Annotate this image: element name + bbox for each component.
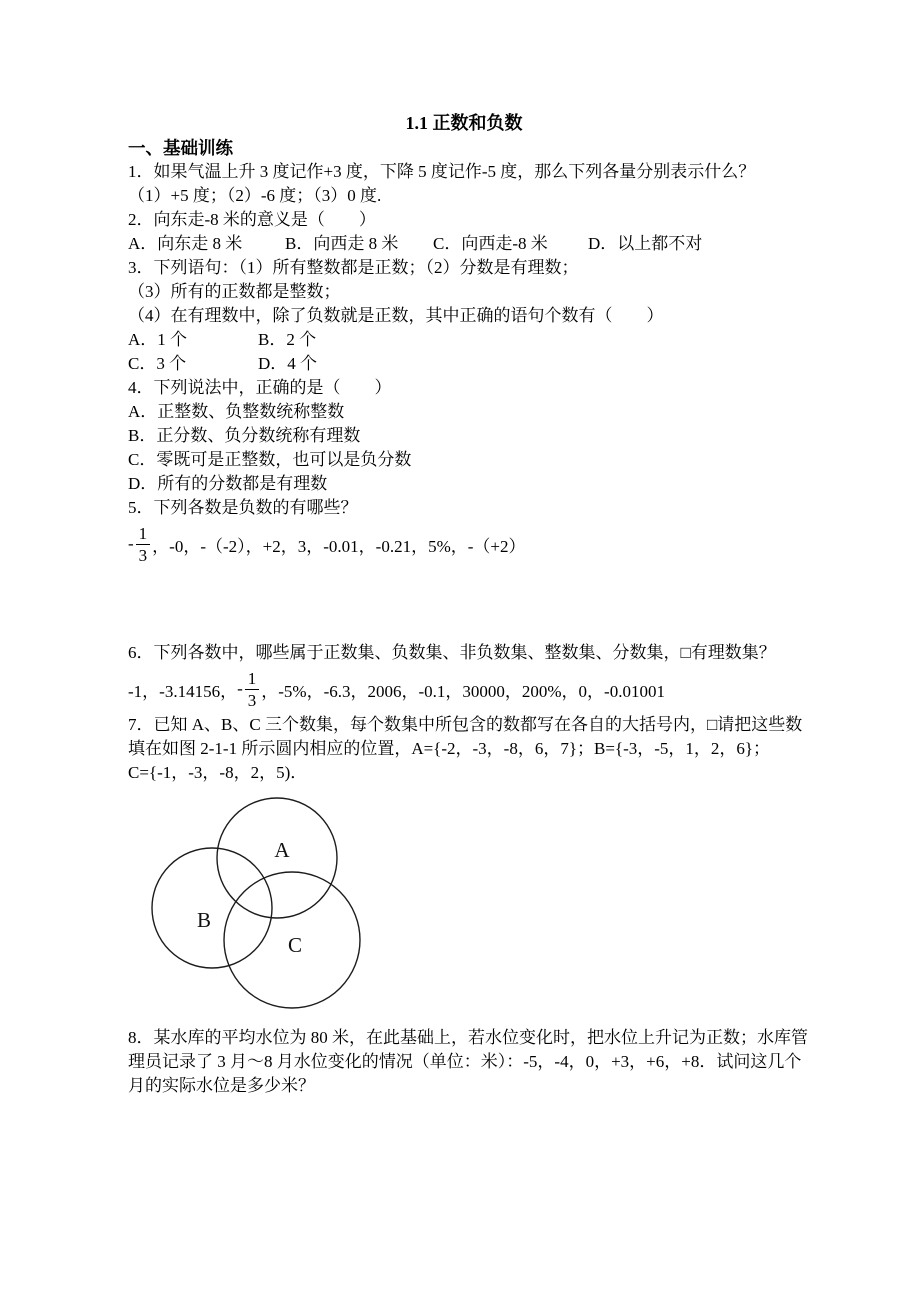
q3-options-row1	[128, 328, 800, 352]
venn-label-c: C	[287, 933, 303, 957]
fraction-numerator: 1	[245, 668, 260, 690]
q8-text-line2: 理员记录了 3 月～8 月水位变化的情况（单位：米）：-5，-4，0，+3，+6，+8．试问这几个	[128, 1052, 802, 1071]
q5-text: 5．下列各数是负数的有哪些？	[128, 498, 358, 517]
q4-text: 4．下列说法中，正确的是（ ）	[128, 378, 392, 397]
q8-text-line3: 月的实际水位是多少米？	[128, 1076, 315, 1095]
q5-numbers: ，-0，-（-2），+2，3，-0.01，-0.21，5%，-（+2）	[152, 536, 526, 556]
q7-text-line3: C={-1，-3，-8，2，5)．	[128, 763, 308, 782]
q3-statement-4: （4）在有理数中，除了负数就是正数，其中正确的语句个数有（ ）	[128, 306, 664, 325]
q6-text: 6．下列各数中，哪些属于正数集、负数集、非负数集、整数集、分数集，□有理数集？	[128, 643, 776, 662]
venn-label-b: B	[196, 908, 212, 932]
q3-text: 3．下列语句：（1）所有整数都是正数；（2）分数是有理数；	[128, 258, 579, 277]
q3-option-d: D．4 个	[258, 354, 318, 373]
q2-option-b: B．向西走 8 米	[285, 234, 399, 253]
q7-text-line1: 7．已知 A、B、C 三个数集，每个数集中所包含的数都写在各自的大括号内，□请把这些数	[128, 715, 803, 734]
q2-option-a: A．向东走 8 米	[128, 234, 243, 253]
q3-options-row2	[128, 352, 800, 376]
section-heading: 一、基础训练	[128, 138, 233, 158]
q1-text: 1．如果气温上升 3 度记作+3 度，下降 5 度记作-5 度，那么下列各量分别表示什么？	[128, 162, 756, 181]
q3-option-a: A．1 个	[128, 330, 188, 349]
q6-numbers-before: -1，-3.14156，	[128, 681, 238, 701]
fraction-numerator: 1	[136, 523, 151, 545]
q2-option-c: C．向西走-8 米	[433, 234, 548, 253]
venn-circle-b	[152, 848, 272, 968]
page-title: 1.1 正数和负数	[405, 113, 523, 133]
q6-number-list	[128, 665, 800, 713]
q2-options	[128, 232, 800, 256]
venn-label-a: A	[274, 838, 290, 862]
q6-numbers-after: ，-5%，-6.3，2006，-0.1，30000，200%，0，-0.01001	[261, 681, 665, 701]
fraction-denominator: 3	[138, 545, 148, 565]
q4-option-a: A．正整数、负整数统称整数	[128, 402, 345, 421]
q3-statement-3: （3）所有的正数都是整数；	[128, 282, 341, 301]
q7-text-line2: 填在如图 2-1-1 所示圆内相应的位置，A={-2，-3，-8，6，7}；B={-3，-5，1，2，6}；	[128, 739, 771, 758]
q4-option-b: B．正分数、负分数统称有理数	[128, 426, 361, 445]
q2-option-d: D．以上都不对	[588, 234, 703, 253]
q3-option-b: B．2 个	[258, 330, 317, 349]
q1-subitems: （1）+5 度；（2）-6 度；（3）0 度.	[128, 186, 382, 205]
fraction-one-third	[136, 523, 151, 566]
q3-option-c: C．3 个	[128, 354, 187, 373]
venn-diagram	[150, 788, 470, 1024]
q5-number-list	[128, 520, 800, 568]
fraction-one-third	[245, 668, 260, 711]
q8-text-line1: 8．某水库的平均水位为 80 米，在此基础上，若水位变化时，把水位上升记为正数；水库管	[128, 1028, 808, 1047]
q4-option-d: D．所有的分数都是有理数	[128, 474, 328, 493]
q4-option-c: C．零既可是正整数，也可以是负分数	[128, 450, 412, 469]
minus-sign: -	[237, 679, 243, 698]
q2-text: 2．向东走-8 米的意义是（ ）	[128, 210, 376, 229]
minus-sign: -	[128, 534, 134, 553]
fraction-denominator: 3	[247, 690, 257, 710]
